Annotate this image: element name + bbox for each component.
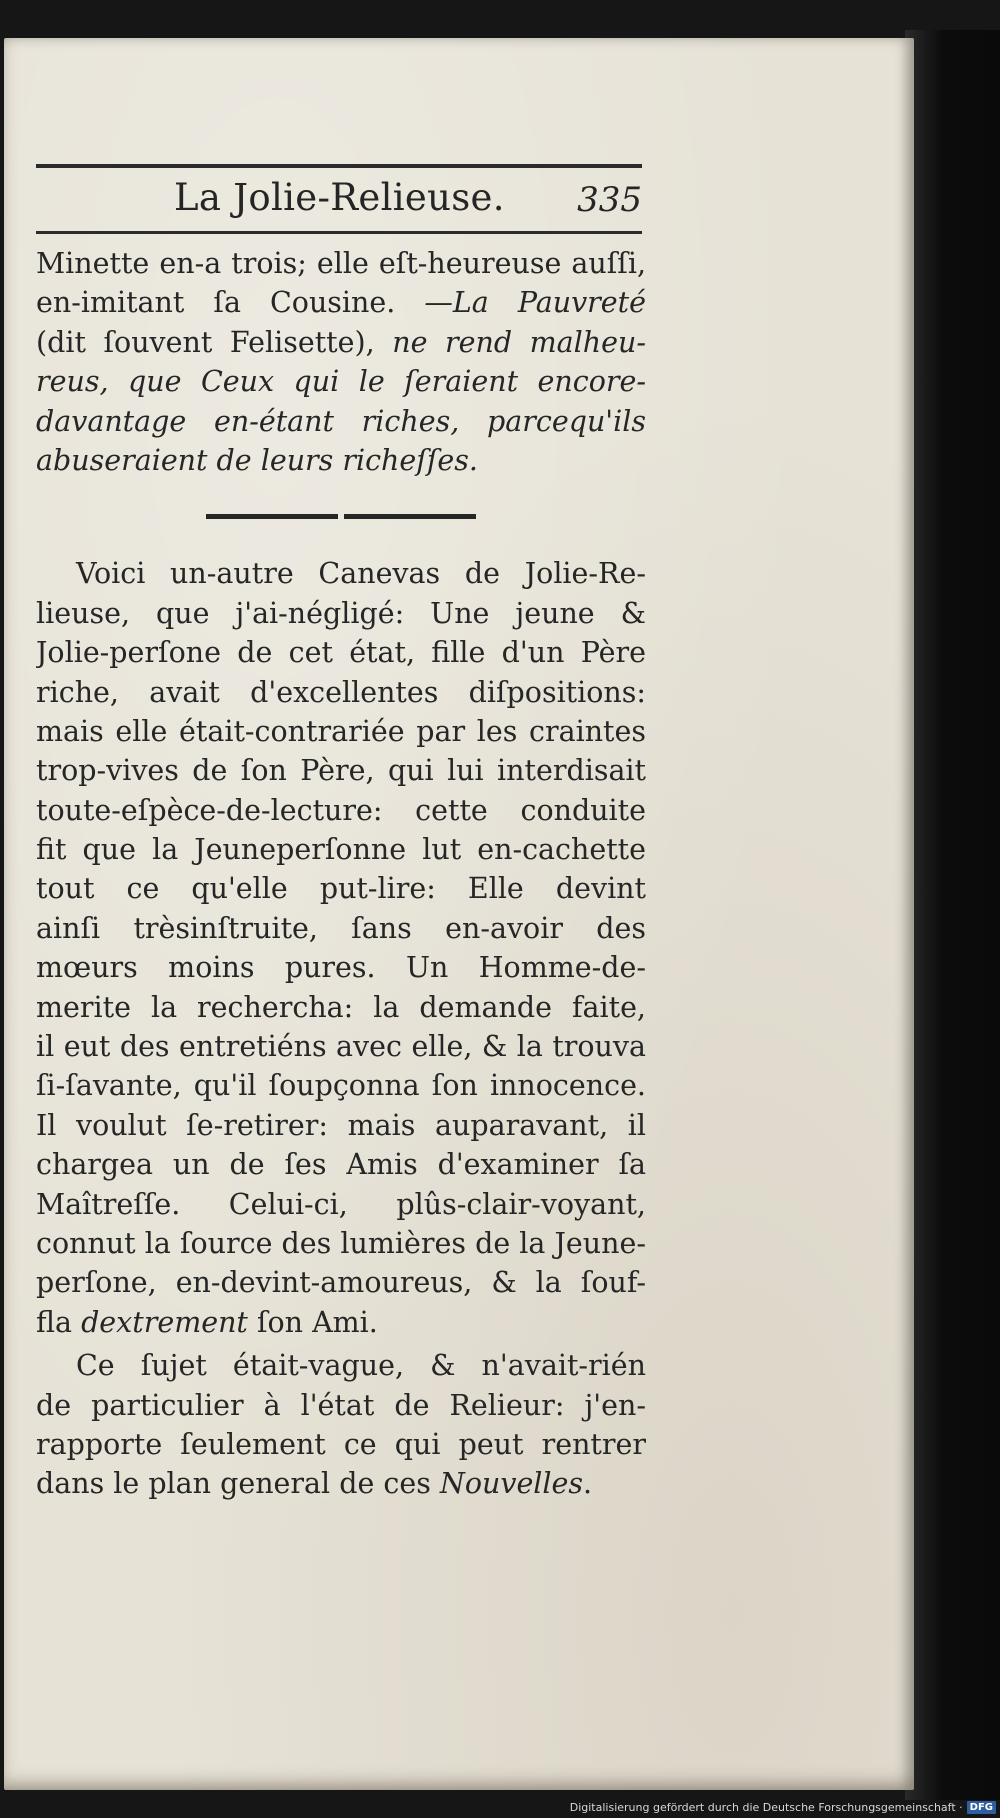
text-line: ainſi trèsinſtruite, ſans en-avoir des — [36, 911, 646, 945]
text-line: dans le plan general de ces Nouvelles. — [36, 1467, 593, 1501]
body-text — [36, 244, 646, 1504]
text-line: Voici un-autre Canevas de Jolie-Re- — [76, 557, 646, 591]
page-number: 335 — [577, 180, 642, 220]
text-line: abuseraient de leurs richeſſes. — [36, 443, 478, 477]
text-line: mœurs moins pures. Un Homme-de- — [36, 951, 646, 985]
text-line: merite la rechercha: la demande faite, — [36, 990, 646, 1024]
text-line: fla dextrement ſon Ami. — [36, 1305, 378, 1339]
text-line: lieuse, que j'ai-négligé: Une jeune & — [36, 596, 646, 630]
text-line: ſi-ſavante, qu'il ſoupçonna ſon innocence. — [36, 1069, 646, 1103]
text-line: il eut des entretiéns avec elle, & la trouva — [36, 1030, 646, 1064]
text-line: davantage en-étant riches, parcequ'ils — [36, 404, 646, 438]
dfg-logo: DFG — [967, 1801, 996, 1814]
section-separator — [206, 514, 476, 520]
text-line: toute-eſpèce-de-lecture: cette conduite — [36, 793, 646, 827]
text-line: Il voulut ſe-retirer: mais auparavant, il — [36, 1108, 646, 1142]
text-line: chargea un de ſes Amis d'examiner ſa — [36, 1148, 646, 1182]
text-line: mais elle était-contrariée par les craintes — [36, 714, 646, 748]
text-line: (dit ſouvent Felisette), ne rend malheu- — [36, 325, 646, 359]
running-head-title: La Jolie-Relieuse. — [174, 176, 505, 219]
text-line: Jolie-perſone de cet état, fille d'un Père — [36, 636, 646, 670]
text-line: Ce ſujet était-vague, & n'avait-rién — [76, 1349, 646, 1383]
digitization-footer — [570, 1801, 996, 1814]
text-line: riche, avait d'excellentes diſpositions: — [36, 675, 646, 709]
text-line: connut la ſource des lumières de la Jeune- — [36, 1226, 646, 1260]
page-edge-shadow — [905, 30, 1000, 1800]
separator-rule-left — [206, 514, 338, 519]
text-line: tout ce qu'elle put-lire: Elle devint — [36, 872, 646, 906]
text-line: trop-vives de ſon Père, qui lui interdisait — [36, 754, 646, 788]
paragraph-closing — [36, 1346, 646, 1504]
text-line: rapporte ſeulement ce qui peut rentrer — [36, 1427, 646, 1461]
paragraph-continuation — [36, 244, 646, 480]
text-line: de particulier à l'état de Relieur: j'en- — [36, 1388, 646, 1422]
header-rule-bottom — [36, 231, 642, 234]
separator-rule-right — [344, 514, 476, 519]
text-line: reus, que Ceux qui le ſeraient encore- — [36, 365, 646, 399]
paragraph-canevas — [36, 554, 646, 1342]
text-line: fit que la Jeuneperſonne lut en-cachette — [36, 833, 646, 867]
text-line: en-imitant ſa Cousine. —La Pauvreté — [36, 286, 646, 320]
text-line: Minette en-a trois; elle eſt-heureuse auſſi, — [36, 247, 646, 280]
running-head — [36, 166, 642, 230]
text-line: perſone, en-devint-amoureus, & la ſouf- — [36, 1266, 646, 1300]
footer-text: Digitalisierung gefördert durch die Deutsche Forschungsgemeinschaft · — [569, 1801, 963, 1814]
text-line: Maîtreſſe. Celui-ci, plûs-clair-voyant, — [36, 1187, 646, 1221]
